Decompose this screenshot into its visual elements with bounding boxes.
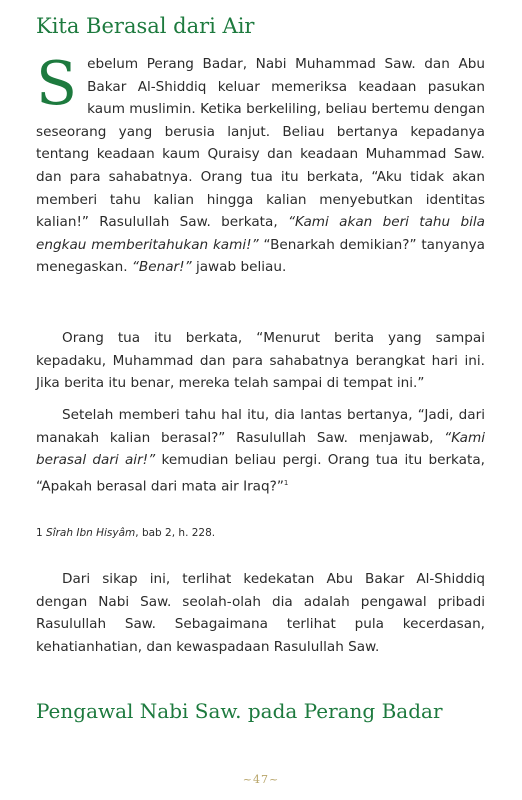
- paragraph-3-text-a: Setelah memberi tahu hal itu, dia lantas bertanya, “Jadi, dari manakah kalian berasal?” Rasulullah Saw. menjawab,: [36, 407, 485, 446]
- paragraph-1: [36, 49, 485, 279]
- footnote-reference: 1: [283, 478, 289, 487]
- footnote: [36, 526, 485, 540]
- paragraph-1-quote-b: “Benar!”: [131, 259, 192, 276]
- paragraph-3-text-b: kemudian beliau pergi. Orang tua itu berkata, “Apakah berasal dari mata air Iraq?”: [36, 452, 485, 495]
- paragraph-1-quote-a: “Kami akan beri tahu bila engkau memberitahukan kami!”: [36, 214, 485, 253]
- paragraph-1-text-a: ebelum Perang Badar, Nabi Muhammad Saw. dan Abu Bakar Al-Shiddiq keluar memeriksa keadaan pasukan kaum muslimin. Ketika berkeliling, beliau bertemu dengan seseorang yang berusia lanjut. Beliau bertanya kepadanya tentang keadaan kaum Quraisy dan keadaan Muhammad Saw. dan para sahabatnya. Orang tua itu berkata, “Aku tidak akan memberi tahu kalian hingga kalian menyebutkan identitas kalian!” Rasulullah Saw. berkata,: [36, 56, 485, 231]
- drop-cap: S: [36, 49, 78, 119]
- section-heading: Kita Berasal dari Air: [36, 14, 255, 38]
- next-section-heading: Pengawal Nabi Saw. pada Perang Badar: [36, 699, 443, 723]
- footnote-source-title: Sîrah Ibn Hisyâm: [46, 527, 136, 539]
- paragraph-1-text-c: jawab beliau.: [191, 259, 287, 276]
- paragraph-4: Dari sikap ini, terlihat kedekatan Abu Bakar Al-Shiddiq dengan Nabi Saw. seolah-olah dia adalah pengawal pribadi Rasulullah Saw. Sebagaimana terlihat pula kecerdasan, kehatianhatian, dan kewaspadaan Rasulullah Saw.: [36, 571, 485, 655]
- paragraph-2: Orang tua itu berkata, “Menurut berita yang sampai kepadaku, Muhammad dan para sahabatnya berangkat hari ini. Jika berita itu benar, mereka telah sampai di tempat ini.”: [36, 330, 485, 392]
- page-number: ~47~: [242, 773, 280, 786]
- paragraph-3: [36, 404, 485, 498]
- footnote-number: 1: [36, 527, 43, 539]
- paragraph-1-text-b: “Benarkah demikian?” tanyanya menegaskan.: [36, 236, 485, 276]
- footnote-details: , bab 2, h. 228.: [135, 527, 216, 539]
- paragraph-3-quote: “Kami berasal dari air!”: [36, 429, 485, 469]
